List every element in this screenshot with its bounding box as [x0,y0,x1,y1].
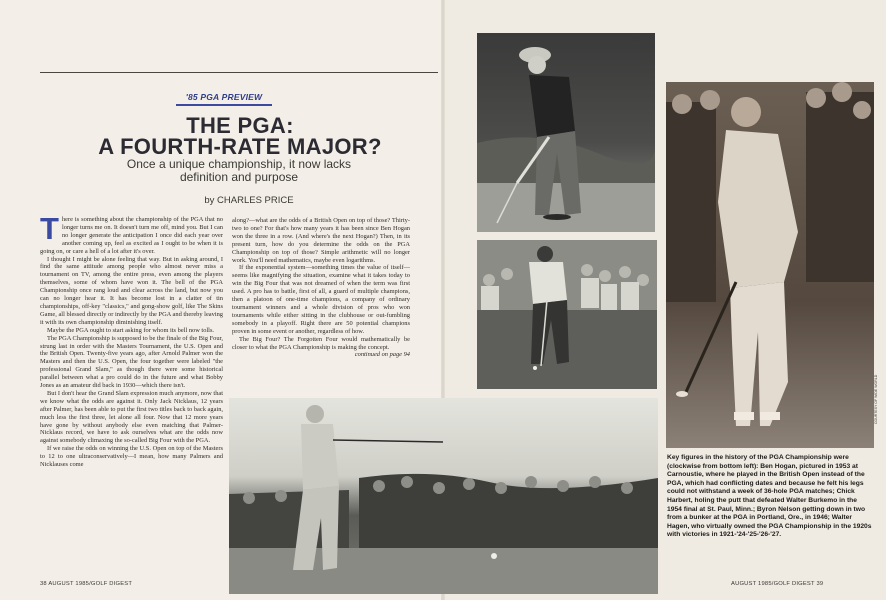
folio-right: AUGUST 1985/GOLF DIGEST 39 [731,581,824,587]
headline [40,115,440,157]
photo-hogan [666,82,874,448]
body-paragraph: The Big Four? The Forgotten Four would mathematically be closer to what the PGA Championship is making the concept. continued on page 94 [232,335,410,359]
body-paragraph: But I don't hear the Grand Slam expression much anymore, now that we know what the odds are against it. Only Jack Nicklaus, 12 years after Palmer, has been able to put the first two titles back to back again, much less the first three, let alone all four. Now that 12 more years have gone by without anybody else even matching that Palmer-Nicklaus record, we have to ask ourselves what are the odds now against somebody climaxing the so-called Big Four with the PGA. [40,389,223,445]
headline-line-2: A FOURTH-RATE MAJOR? [98,134,382,159]
deck-subtitle: Once a unique championship, it now lacks definition and purpose [126,157,352,184]
folio-left: 38 AUGUST 1985/GOLF DIGEST [40,581,133,587]
body-paragraph: along?—what are the odds of a British Open on top of those? Thirty-two to one? For that's how many years it has been since Ben Hogan won the three in a row. (And where's the next Hogan?) Then, in its present turn, how do you determine the odds on the PGA Championship on top of those? Simple arithmetic will no longer work. You'll need mathematics, maybe even logarithms. [232,217,410,264]
photo-harbert [477,240,657,389]
kicker-underline [176,104,272,106]
continued-note[interactable]: continued on page 94 [354,351,410,359]
top-rule [40,72,438,73]
photo-hagen-image [477,33,655,232]
headline-line-1: THE PGA: [186,113,294,138]
body-paragraph: If we raise the odds on winning the U.S. Open on top of the Masters to 12 to one ultraconservatively—I mean, how many Palmers and Nicklauses come [40,445,223,469]
photo-caption: Key figures in the history of the PGA Championship were (clockwise from bottom left): Ben Hogan, pictured in 1953 at Carnoustie, where he played in the British Open instead of the PGA, which had conflicting dates and because he felt his legs could not withstand a week of 36-hole PGA matches; Chick Harbert, holing the putt that defeated Walter Burkemo in the 1954 final at St. Paul, Minn.; Byron Nelson getting down in two from a bunker at the PGA in Portland, Ore., in 1946; Walter Hagen, who virtually owned the PGA Championship in the 1920s with victories in 1921-'24-'25-'26-'27. [667,454,872,539]
body-paragraph: Maybe the PGA ought to start asking for whom its bell now tolls. [47,326,215,334]
body-paragraph: There is something about the championship of the PGA that no longer turns me on. It doesn't turn me off, mind you. But I can no longer generate the anticipation I once did each year over another coming up, feel as excited as I ought to be when it is going on, or care a hell of a lot after it's over. [40,216,223,255]
byline: by CHARLES PRICE [204,195,294,206]
photo-nelson [229,398,658,594]
body-paragraph: If the exponential system—something times the value of itself—seems like magnifying the situation, examine what it takes today to win the Big Four that was not dreamed of when the term was first used. A pro has to battle, first of all, a guard of multiple champions, then a platoon of one-time champions, a company of ordinary tournament winners and a whole division of pros who won tournaments while either sitting in the clubhouse or out-fumbling somebody in a playoff. Right there are 50 potential champions proven in some event or another, regardless of how. [232,264,410,335]
section-kicker: '85 PGA PREVIEW [185,92,263,102]
photo-harbert-image [477,240,657,389]
body-column-2 [232,217,410,397]
photo-credit: COURTESY OF WIDE WORLD [874,374,878,424]
photo-hogan-image [666,82,874,448]
body-paragraph: The PGA Championship is supposed to be the finale of the Big Four, strung last in order with the Masters Tournament, the U.S. Open and the British Open. Twenty-five years ago, after Arnold Palmer won the Masters and then the U.S. Open, the four together were labeled "the professional Grand Slam," as though there were some historical parallel between what a pro could do in the future and what Bobby Jones as an amateur did back in 1930—which there isn't. [40,334,223,390]
drop-cap: T [40,216,59,246]
photo-hagen [477,33,655,232]
photo-nelson-image [229,398,658,594]
body-column-1 [40,216,223,586]
body-paragraph: I thought I might be alone feeling that way. But in asking around, I find the same attitude among people who almost never miss a tournament on TV, among the entire press, even among the players themselves, some of whom have won it. The bell of the PGA Championship once rang loud and clear across the land, but now you can no longer hear it. It has become lost in a clatter of tin championships, off-key "classics," and gong-show golf, like The Skins Game, all blessed directly or indirectly by the PGA and thereby leaving it with its own championship diminishing itself. [40,255,223,326]
